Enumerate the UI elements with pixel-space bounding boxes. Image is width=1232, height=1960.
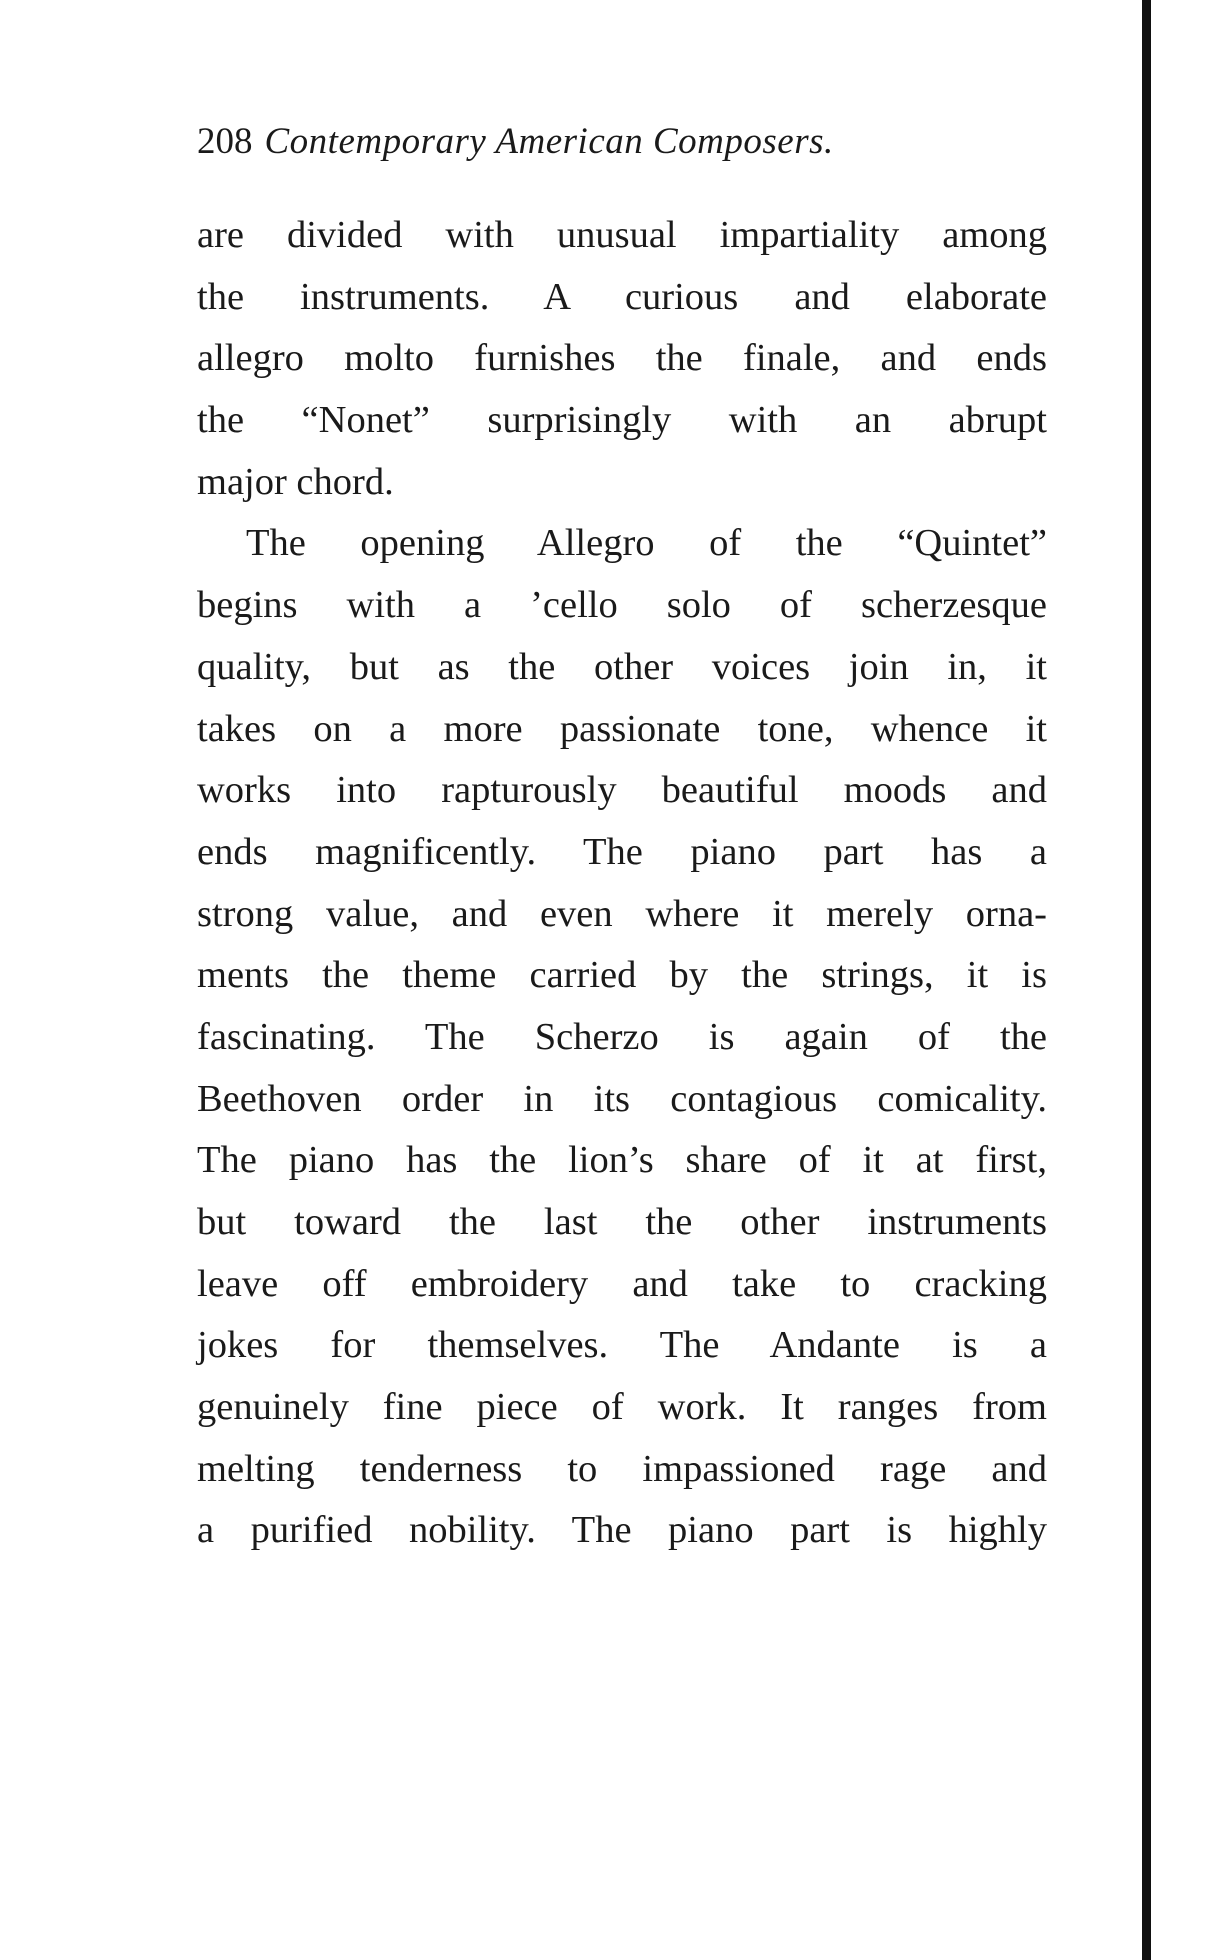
text-line: the “Nonet” surprisingly with an abrupt [197, 399, 1047, 442]
running-header [197, 120, 834, 163]
text-line: the instruments. A curious and elaborate [197, 275, 1047, 318]
text-line: melting tenderness to impassioned rage and [197, 1447, 1047, 1490]
text-line: strong value, and even where it merely orna- [197, 892, 1047, 935]
text-line: Beethoven order in its contagious comicality. [197, 1077, 1047, 1120]
text-line: works into rapturously beautiful moods and [197, 769, 1047, 812]
text-line: takes on a more passionate tone, whence it [197, 707, 1047, 750]
text-line: allegro molto furnishes the finale, and ends [197, 337, 1047, 380]
text-line: fascinating. The Scherzo is again of the [197, 1015, 1047, 1058]
text-line: jokes for themselves. The Andante is a [197, 1324, 1047, 1367]
text-line: The opening Allegro of the “Quintet” [246, 522, 1047, 565]
text-line: leave off embroidery and take to cracking [197, 1262, 1047, 1305]
text-line: are divided with unusual impartiality among [197, 214, 1047, 256]
text-line: major chord. [197, 460, 394, 503]
text-line: begins with a ’cello solo of scherzesque [197, 584, 1047, 627]
text-line: ments the theme carried by the strings, it is [197, 954, 1047, 997]
text-line: quality, but as the other voices join in, it [197, 645, 1047, 688]
running-title: Contemporary American Composers. [264, 121, 834, 162]
text-line: genuinely fine piece of work. It ranges from [197, 1386, 1047, 1429]
text-line: a purified nobility. The piano part is highly [197, 1509, 1047, 1552]
text-line: ends magnificently. The piano part has a [197, 830, 1047, 873]
page-number: 208 [197, 121, 253, 162]
text-line: The piano has the lion’s share of it at first, [197, 1139, 1047, 1182]
text-line: but toward the last the other instruments [197, 1201, 1047, 1243]
page-body-text [197, 205, 1047, 1562]
page-edge-shadow [1142, 0, 1151, 1960]
